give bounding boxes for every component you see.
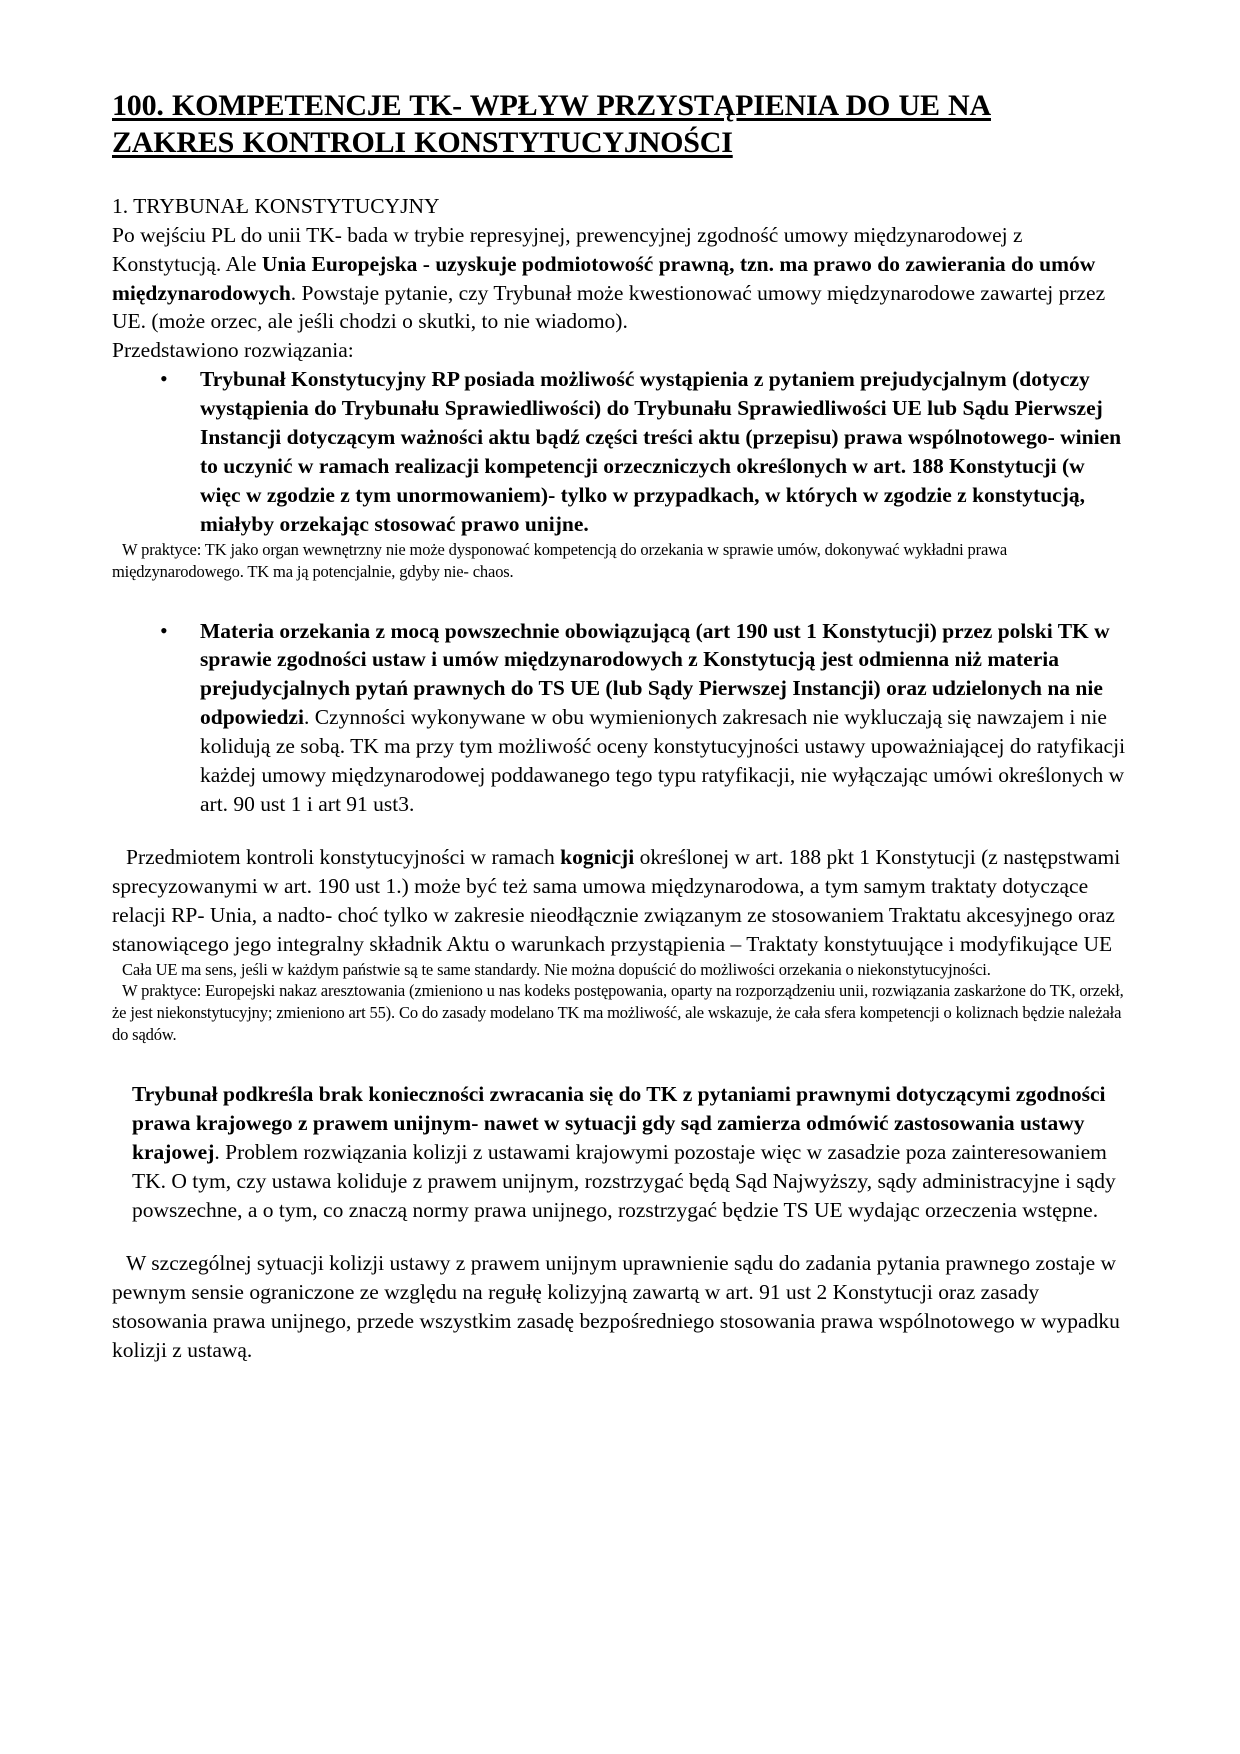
note-after-bullet-one: W praktyce: TK jako organ wewnętrzny nie może dysponować kompetencją do orzekania w sprawie umów, dokonywać wykładni prawa międzynarodowego. TK ma ją potencjalnie, gdyby nie- chaos. <box>112 539 1008 581</box>
bullet-2-regular: . Czynności wykonywane w obu wymienionych zakresach nie wykluczają się nawzajem i nie kolidują ze sobą. TK ma przy tym możliwość oceny konstytucyjności ustawy upoważniającej do ratyfikacji każdej umowy międzynarodowej poddawanego tego typu ratyfikacji, nie wyłączając umówi określonych w art. 90 ust 1 i art 91 ust3. <box>200 705 1126 816</box>
page-title-line-1: 100. KOMPETENCJE TK- WPŁYW PRZYSTĄPIENIA DO UE NA <box>112 89 991 122</box>
spacer <box>112 1046 1128 1080</box>
spacer <box>112 819 1128 843</box>
list-item <box>112 617 1128 819</box>
intro-text-part-1: Po wejściu PL do unii TK- bada w trybie represyjnej, prewencyjnej zgodność umowy międzynarodowej z Konstytucją. Ale <box>112 222 1023 276</box>
page-title-line-2: ZAKRES KONTROLI KONSTYTUCYJNOŚCI <box>112 125 733 159</box>
spacer <box>112 1225 1128 1249</box>
kognicja-bold-1: kognicji <box>560 844 635 869</box>
tribunal-paragraph <box>112 1080 1128 1225</box>
intro-paragraph <box>112 221 1128 337</box>
note-practice-two: W praktyce: Europejski nakaz aresztowania (zmieniono u nas kodeks postępowania, oparty na rozporządzeniu unii, rozwiązania zaskarżone do TK, orzekł, że jest niekonstytucyjny; zmieniono art 55). Co do zasady modelano TK ma możliwość, ale wskazuje, że cała sfera kompetencji o koliznach będzie należała do sądów. <box>112 981 1124 1045</box>
bullet-2-bold: Materia orzekania z mocą powszechnie obowiązującą (art 190 ust 1 Konstytucji) przez polski TK w sprawie zgodności ustaw i umów międzynarodowych z Konstytucją jest odmienna niż materia prejudycjalnych pytań prawnych do TS UE (lub Sądy Pierwszej Instancji) oraz udzielonych na nie odpowiedzi <box>200 618 1110 730</box>
intro-bold-1: Unia Europejska - uzyskuje podmiotowość prawną, tzn. ma prawo do zawierania do umów międzynarodowych <box>112 251 1096 305</box>
spacer <box>112 583 1128 617</box>
lead-in-paragraph: Przedstawiono rozwiązania: <box>112 338 354 363</box>
kognicja-part-2: określonej w art. 188 pkt 1 Konstytucji (z następstwami sprecyzowanymi w art. 190 ust 1.) może być też sama umowa międzynarodowa, a tym samym traktaty dotyczące relacji RP- Unia, a nadto- choć tylko w zakresie nieodłącznie związanym ze stosowaniem Traktatu akcesyjnego oraz stanowiącego jego integralny składnik Aktu o warunkach przystąpienia – Traktaty konstytuujące i modyfikujące UE <box>112 844 1121 956</box>
final-paragraph: W szczególnej sytuacji kolizji ustawy z prawem unijnym uprawnienie sądu do zadania pytania prawnego zostaje w pewnym sensie ograniczone ze względu na regułę kolizyjną zawartą w art. 91 ust 2 Konstytucji oraz zasady stosowania prawa unijnego, przede wszystkim zasadę bezpośredniego stosowania prawa wspólnotowego w wypadku kolizji z ustawą. <box>112 1250 1120 1362</box>
tribunal-part-2: . Problem rozwiązania kolizji z ustawami krajowymi pozostaje więc w zasadzie poza zainteresowaniem TK. O tym, czy ustawa koliduje z prawem unijnym, rozstrzygać będą Sąd Najwyższy, sądy administracyjne i sądy powszechne, a o tym, co znaczą normy prawa unijnego, rozstrzygać będzie TS UE wydając orzeczenia wstępne. <box>132 1140 1116 1222</box>
bullet-1-bold: Trybunał Konstytucyjny RP posiada możliwość wystąpienia z pytaniem prejudycjalnym (dotyczy wystąpienia do Trybunału Sprawiedliwości) do Trybunału Sprawiedliwości UE lub Sądu Pierwszej Instancji dotyczącym ważności aktu bądź części treści aktu (przepisu) prawa wspólnotowego- winien to uczynić w ramach realizacji kompetencji orzeczniczych określonych w art. 188 Konstytucji (w więc w zgodzie z tym unormowaniem)- tylko w przypadkach, w których w zgodzie z konstytucją, miałyby orzekając stosować prawo unijne. <box>200 367 1122 536</box>
tribunal-bold-1: Trybunał podkreśla brak konieczności zwracania się do TK z pytaniami prawnymi dotyczącymi zgodności prawa krajowego z prawem unijnym- nawet w sytuacji gdy sąd zamierza odmówić zastosowania ustawy krajowej <box>132 1082 1106 1165</box>
note-standards: Cała UE ma sens, jeśli w każdym państwie są te same standardy. Nie można dopuścić do możliwości orzekania o niekonstytucyjności. <box>122 959 991 979</box>
kognicja-paragraph <box>112 843 1128 959</box>
page-title <box>112 88 1128 162</box>
list-item <box>112 365 1128 538</box>
section-heading: 1. TRYBUNAŁ KONSTYTUCYJNY <box>112 193 440 218</box>
kognicja-part-1: Przedmiotem kontroli konstytucyjności w ramach <box>126 844 561 869</box>
bullet-list-two <box>112 617 1128 819</box>
bullet-list-one <box>112 365 1128 538</box>
intro-text-part-2: . Powstaje pytanie, czy Trybunał może kwestionować umowy międzynarodowe zawartej przez UE. (może orzec, ale jeśli chodzi o skutki, to nie wiadomo). <box>112 280 1106 334</box>
